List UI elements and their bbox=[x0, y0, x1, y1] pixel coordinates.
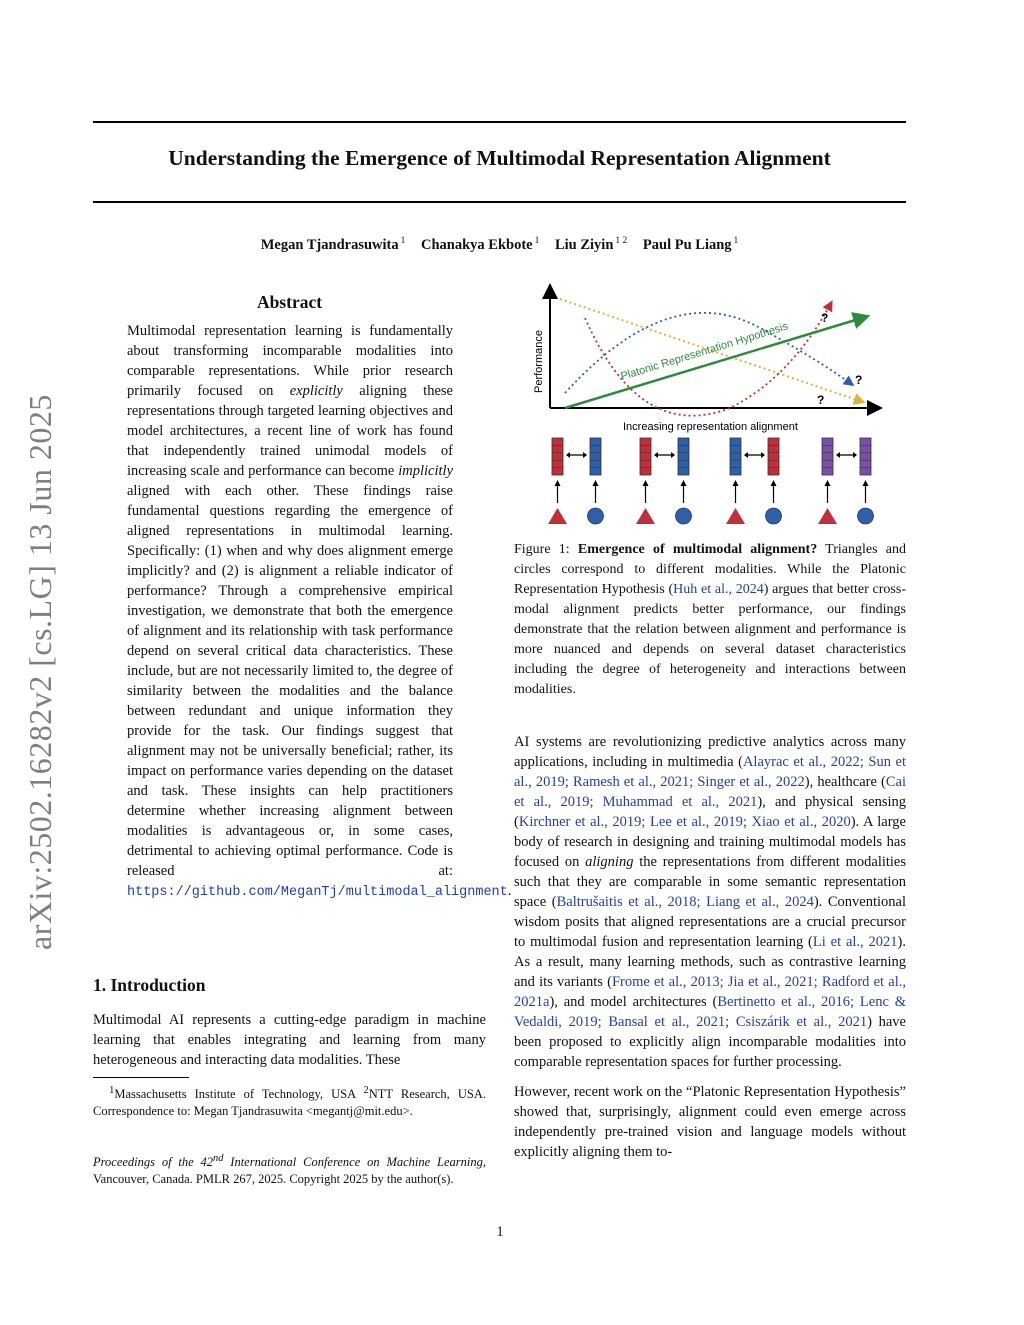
figure-1 bbox=[530, 283, 890, 533]
embedding-vector bbox=[730, 438, 741, 475]
code-link[interactable]: https://github.com/MeganTj/multimodal_alignment bbox=[127, 885, 508, 900]
embedding-vector bbox=[768, 438, 779, 475]
circle-modality bbox=[676, 508, 692, 524]
paragraph: However, recent work on the “Platonic Representation Hypothesis” showed that, surprisingly, alignment could even emerge across independently pre-trained vision and language models without explicitly aligning them to- bbox=[514, 1084, 906, 1160]
hypothesis-label: Platonic Representation Hypothesis bbox=[619, 320, 790, 383]
embedding-vector bbox=[678, 438, 689, 475]
modality-groups bbox=[548, 438, 874, 524]
author: Chanakya Ekbote $^1$ bbox=[420, 236, 540, 253]
author: Megan Tjandrasuwita $^1$ bbox=[260, 236, 406, 253]
alignment-arrowhead bbox=[583, 452, 587, 458]
triangle-modality bbox=[548, 508, 567, 524]
proceedings-note: Proceedings of the 42nd International Conference on Machine Learning, Vancouver, Canada. PMLR 267, 2025. Copyright 2025 by the author(s). bbox=[93, 1153, 486, 1187]
embedding-vector bbox=[860, 438, 871, 475]
intro-paragraph: Multimodal AI represents a cutting-edge paradigm in machine learning that enables integrating and learning from many heterogeneous and interacting data modalities. These bbox=[93, 1012, 486, 1068]
embedding-vector bbox=[822, 438, 833, 475]
question-mark: ? bbox=[817, 393, 825, 407]
triangle-modality bbox=[636, 508, 655, 524]
paragraph: AI systems are revolutionizing predictive analytics across many applications, including in multimedia (Alayrac et al., 2022; Sun et al., 2019; Ramesh et al., 2021; Singer et al., 2022), healthcare (Cai et al., 2019; Muhammad et al., 2021), and physical sensing (Kirchner et al., 2019; Lee et al., 2019; Xiao et al., 2020). A large body of research in designing and training multimodal models has focused on aligning the representations from different modalities such that they are comparable in some semantic representation space (Baltrušaitis et al., 2018; Liang et al., 2024). Conventional wisdom posits that aligned representations are a crucial precursor to multimodal fusion and representation learning (Li et al., 2021). As a result, many learning methods, such as contrastive learning and its variants (Frome et al., 2013; Jia et al., 2021; Radford et al., 2021a), and model architectures (Bertinetto et al., 2016; Lenc & Vedaldi, 2019; Bansal et al., 2021; Csiszárik et al., 2021) have been proposed to explicitly align incomparable modalities into comparable representation spaces for further processing. bbox=[514, 734, 907, 1070]
citation[interactable]: Cai et al., 2019; Muhammad et al., 2021 bbox=[514, 774, 906, 810]
alignment-arrowhead bbox=[853, 452, 857, 458]
citation[interactable]: Alayrac et al., 2022; Sun et al., 2019; Ramesh et al., 2021; Singer et al., 2022 bbox=[514, 754, 906, 790]
alignment-arrowhead bbox=[566, 452, 570, 458]
citation[interactable]: Frome et al., 2013; Jia et al., 2021; Radford et al., 2021a bbox=[514, 974, 906, 1010]
circle-modality bbox=[588, 508, 604, 524]
circle-modality bbox=[766, 508, 782, 524]
title-bottom-rule bbox=[93, 201, 906, 203]
footnote-rule bbox=[93, 1077, 189, 1078]
paper-title: Understanding the Emergence of Multimodal Representation Alignment bbox=[168, 146, 831, 170]
citation[interactable]: Li et al., 2021 bbox=[812, 934, 898, 950]
triangle-modality bbox=[726, 508, 745, 524]
section-heading-introduction: 1. Introduction bbox=[93, 975, 206, 995]
author-list bbox=[93, 236, 906, 254]
y-axis-label: Performance bbox=[533, 330, 545, 393]
affiliation-footnote: $^1$Massachusetts Institute of Technology, USA $^2$NTT Research, USA. Correspondence to: Megan Tjandrasuwita <megantj@mit.edu>. bbox=[93, 1085, 487, 1119]
citation[interactable]: Bertinetto et al., 2016; Lenc & Vedaldi, 2019; Bansal et al., 2021; Csiszárik et al., 2021 bbox=[514, 994, 907, 1030]
abstract-body: Multimodal representation learning is fundamentally about transforming incomparable modalities into comparable representations. While prior research primarily focused on explicitly aligning these representations through targeted learning objectives and model architectures, a recent line of work has found that independently trained unimodal models of increasing scale and performance can become implicitly aligned with each other. These findings raise fundamental questions regarding the emergence of aligned representations in multimodal learning. Specifically: (1) when and why does alignment emerge implicitly? and (2) is alignment a reliable indicator of performance? Through a comprehensive empirical investigation, we demonstrate that both the emergence of alignment and its relationship with task performance depend on several critical data characteristics. These include, but are not necessarily limited to, the degree of similarity between the modalities and the balance between redundant and unique information they provide for the task. Our findings suggest that alignment may not be universally beneficial; rather, its impact on performance varies depending on the dataset and task. These insights can help practitioners determine whether increasing alignment between modalities is advantageous or, in some cases, detrimental to achieving optimal performance. Code is released at: https://github.com/MeganTj/multimodal_alignment. bbox=[127, 323, 512, 900]
author: Liu Ziyin $^{1 2}$ bbox=[554, 236, 628, 253]
triangle-modality bbox=[818, 508, 837, 524]
alignment-arrowhead bbox=[654, 452, 658, 458]
arxiv-stamp: arXiv:2502.16282v2 [cs.LG] 13 Jun 2025 bbox=[22, 394, 58, 950]
abstract-heading: Abstract bbox=[256, 292, 323, 312]
citation[interactable]: Huh et al., 2024 bbox=[673, 582, 764, 597]
x-axis-label: Increasing representation alignment bbox=[623, 421, 798, 433]
circle-modality bbox=[858, 508, 874, 524]
author: Paul Pu Liang $^1$ bbox=[642, 236, 739, 253]
page-number: 1 bbox=[496, 1224, 504, 1240]
embedding-vector bbox=[590, 438, 601, 475]
alignment-arrowhead bbox=[761, 452, 765, 458]
alignment-arrowhead bbox=[836, 452, 840, 458]
alignment-arrowhead bbox=[671, 452, 675, 458]
embedding-vector bbox=[552, 438, 563, 475]
figure-caption: Figure 1: Emergence of multimodal alignment? Triangles and circles correspond to different modalities. While the Platonic Representation Hypothesis (Huh et al., 2024) argues that better cross-modal alignment predicts better performance, our findings demonstrate that the relation between alignment and performance is more nuanced and depends on several dataset characteristics including the degree of heterogeneity and interactions between modalities. bbox=[514, 542, 906, 697]
citation[interactable]: Kirchner et al., 2019; Lee et al., 2019; Xiao et al., 2020 bbox=[518, 814, 851, 830]
alignment-arrowhead bbox=[744, 452, 748, 458]
title-top-rule bbox=[93, 121, 906, 123]
intro-body-right bbox=[514, 732, 906, 1172]
question-mark: ? bbox=[855, 373, 863, 387]
embedding-vector bbox=[640, 438, 651, 475]
red-u-curve bbox=[585, 305, 830, 416]
question-mark: ? bbox=[821, 311, 829, 325]
citation[interactable]: Baltrušaitis et al., 2018; Liang et al., 2024 bbox=[556, 894, 814, 910]
